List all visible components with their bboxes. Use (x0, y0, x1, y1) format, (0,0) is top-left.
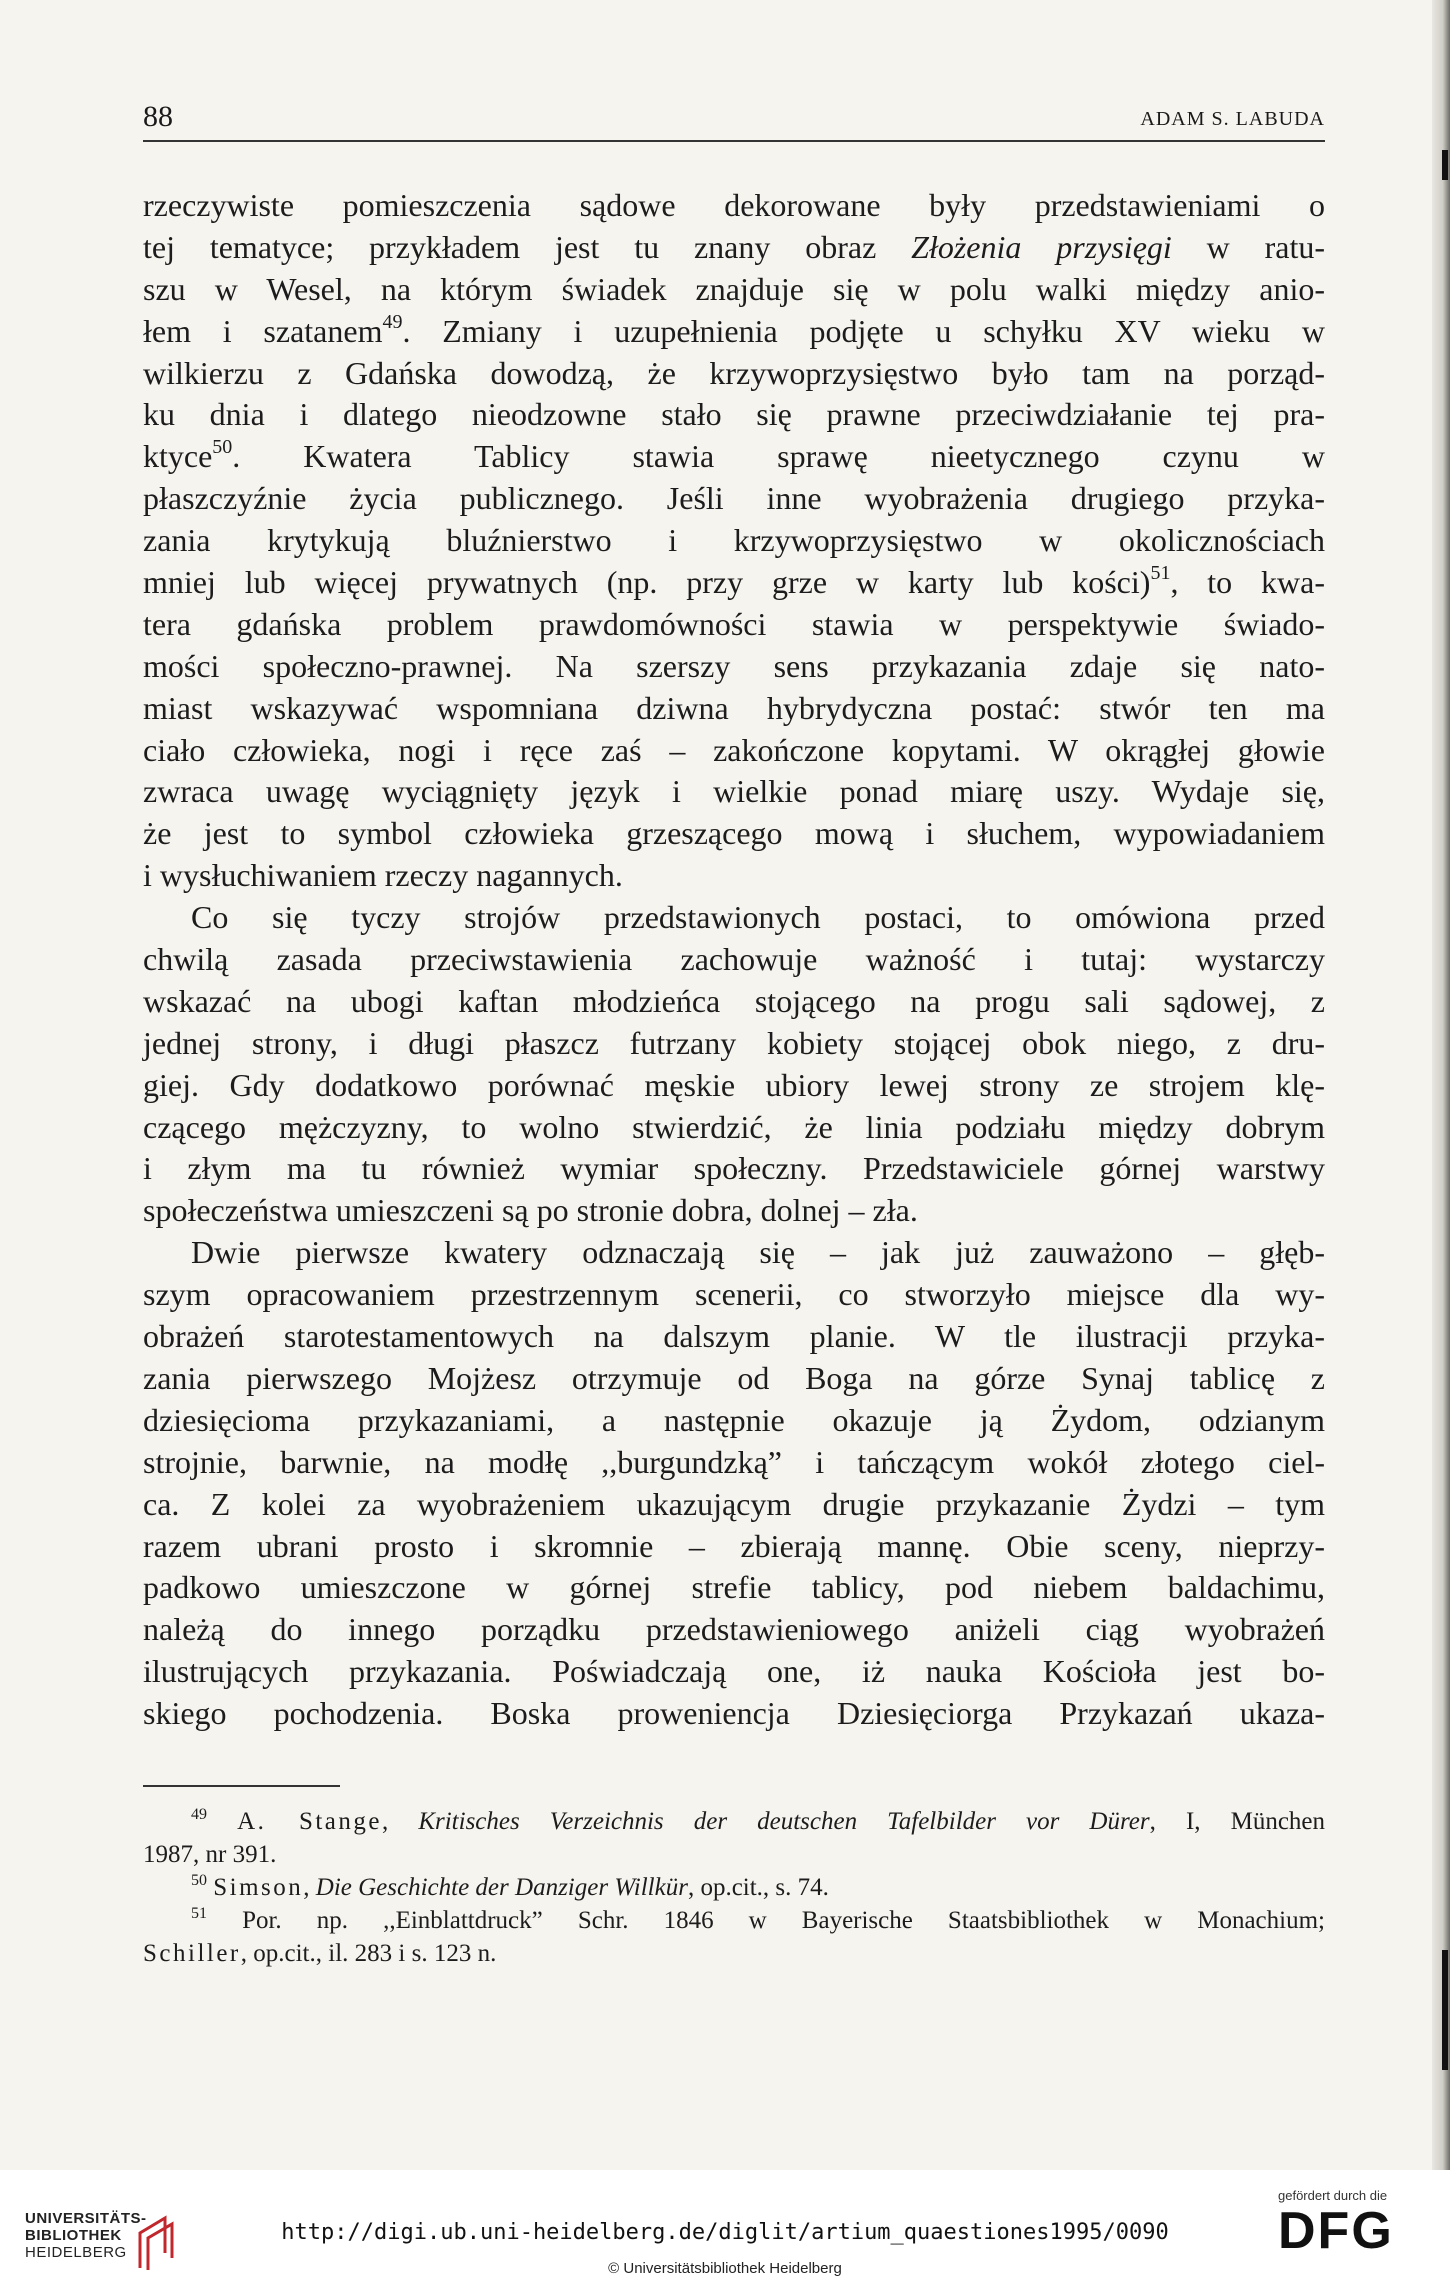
text-line: zwraca uwagę wyciągnięty język i wielkie ponad miarę uszy. Wydaje się, (143, 773, 1325, 810)
footnote-title: Die Geschichte der Danziger Willkür (315, 1874, 688, 1901)
text-line: rzeczywiste pomieszczenia sądowe dekorowane były przedstawieniami o (143, 187, 1325, 223)
running-head-author: ADAM S. LABUDA (1140, 108, 1325, 130)
footnote-ref: 50 (212, 436, 233, 459)
text-line: tera gdańska problem prawdomówności stawia w perspektywie świado- (143, 605, 1325, 642)
footnotes (143, 1805, 1325, 1970)
text-line: łem i szatanem$^{49}$. Zmiany i uzupełnienia podjęte u schyłku XV wieku w (143, 310, 1326, 349)
text-line: szu w Wesel, na którym świadek znajduje się w polu walki między anio- (143, 270, 1325, 307)
copyright-notice: © Universitätsbibliothek Heidelberg (608, 2260, 842, 2277)
text-line: ilustrujących przykazania. Poświadczają one, iż nauka Kościoła jest bo- (143, 1653, 1325, 1690)
university-library-logo: UNIVERSITÄTS- BIBLIOTHEK HEIDELBERG (25, 2210, 147, 2261)
text-line: Co się tyczy strojów przedstawionych postaci, to omówiona przed (191, 899, 1325, 936)
text-line: strojnie, barwnie, na modłę ,,burgundzką” i tańczącym wokół złotego ciel- (143, 1443, 1325, 1480)
text-line: miast wskazywać wspomniana dziwna hybrydyczna postać: stwór ten ma (143, 689, 1325, 726)
footnote-author: Schiller (143, 1940, 241, 1967)
footnote-51: $^{51}$ Por. np. ,,Einblattdruck” Schr. 1846 w Bayerische Staatsbibliothek w Monachium; Schiller, op.cit., il. 283 i s. 123 n. (143, 1905, 1325, 1967)
text-line: i wysłuchiwaniem rzeczy nagannych. (143, 857, 623, 894)
running-header (143, 100, 1325, 142)
footnote-number: 51 (191, 1905, 207, 1922)
text-line: szym opracowaniem przestrzennym scenerii, co stworzyło miejsce dla wy- (143, 1276, 1325, 1313)
footnote-title: Kritisches Verzeichnis der deutschen Tafelbilder vor Dürer (418, 1808, 1150, 1835)
text-line: zania pierwszego Mojżesz otrzymuje od Boga na górze Synaj tablicę z (143, 1359, 1325, 1396)
text-line: Dwie pierwsze kwatery odznaczają się – jak już zauważono – głęb- (191, 1234, 1325, 1271)
text-line: ciało człowieka, nogi i ręce zaś – zakończone kopytami. W okrągłej głowie (143, 731, 1325, 768)
footnote-number: 49 (191, 1806, 207, 1823)
page-number: 88 (143, 100, 173, 133)
footnote-ref: 51 (1150, 562, 1171, 585)
permalink-url[interactable]: http://digi.ub.uni-heidelberg.de/diglit/artium_quaestiones1995/0090 (281, 2220, 1169, 2245)
text-line: tej tematyce; przykładem jest tu znany obraz Złożenia przysięgi w ratu- (143, 228, 1326, 265)
text-line: wilkierzu z Gdańska dowodzą, że krzywoprzysięstwo było tam na porząd- (143, 354, 1325, 391)
text-line: skiego pochodzenia. Boska proweniencja Dziesięciorga Przykazań ukaza- (143, 1695, 1325, 1732)
digitization-footer (0, 2170, 1450, 2283)
footnote-ref: 49 (382, 310, 403, 333)
edge-mark (1442, 1950, 1448, 2070)
footnote-number: 50 (191, 1872, 207, 1889)
page-edge-shadow (1432, 0, 1450, 2170)
text-line: wskazać na ubogi kaftan młodzieńca stojącego na progu sali sądowej, z (143, 982, 1325, 1019)
dfg-logo: gefördert durch die DFG (1278, 2188, 1394, 2260)
text-line: padkowo umieszczone w górnej strefie tablicy, pod niebem baldachimu, (143, 1569, 1325, 1606)
text-line: że jest to symbol człowieka grzeszącego mową i słuchem, wypowiadaniem (143, 815, 1325, 852)
footnote-49: $^{49}$ A. Stange, Kritisches Verzeichnis der deutschen Tafelbilder vor Dürer, I, München 1987, nr 391. (143, 1806, 1326, 1868)
text-line: chwilą zasada przeciwstawienia zachowuje ważność i tutaj: wystarczy (143, 941, 1325, 978)
body-text (143, 185, 1325, 1735)
text-line: czącego mężczyzny, to wolno stwierdzić, że linia podziału między dobrym (143, 1108, 1325, 1145)
text-line: jednej strony, i długi płaszcz futrzany kobiety stojącej obok niego, z dru- (143, 1024, 1325, 1061)
text-line: mości społeczno-prawnej. Na szerszy sens przykazania zdaje się nato- (143, 647, 1325, 684)
footnote-author: A. Stange (237, 1808, 382, 1835)
footnote-50: $^{50}$ Simson, Die Geschichte der Danziger Willkür, op.cit., s. 74. (191, 1872, 829, 1901)
text-line: obrażeń starotestamentowych na dalszym planie. W tle ilustracji przyka- (143, 1318, 1325, 1355)
text-line: zania krytykują bluźnierstwo i krzywoprzysięstwo w okolicznościach (143, 522, 1325, 559)
text-line: dziesięcioma przykazaniami, a następnie okazuje ją Żydom, odzianym (143, 1401, 1325, 1438)
edge-mark (1442, 150, 1448, 180)
text-line: razem ubrani prosto i skromnie – zbierają mannę. Obie sceny, nieprzy- (143, 1527, 1325, 1564)
text-line: płaszczyźnie życia publicznego. Jeśli inne wyobrażenia drugiego przyka- (143, 480, 1325, 517)
text-line: mniej lub więcej prywatnych (np. przy grze w karty lub kości)$^{51}$, to kwa- (143, 562, 1326, 601)
italic-title: Złożenia przysięgi (911, 228, 1172, 265)
text-line: i złym ma tu również wymiar społeczny. Przedstawiciele górnej warstwy (143, 1150, 1325, 1187)
footnote-separator (143, 1785, 340, 1787)
text-line: giej. Gdy dodatkowo porównać męskie ubiory lewej strony ze strojem klę- (143, 1066, 1325, 1103)
text-line: należą do innego porządku przedstawieniowego aniżeli ciąg wyobrażeń (143, 1611, 1325, 1648)
text-line: ktyce$^{50}$. Kwatera Tablicy stawia sprawę nieetycznego czynu w (143, 436, 1325, 475)
text-line: społeczeństwa umieszczeni są po stronie dobra, dolnej – zła. (143, 1192, 918, 1229)
text-line: ku dnia i dlatego nieodzowne stało się prawne przeciwdziałanie tej pra- (143, 396, 1325, 433)
text-line: ca. Z kolei za wyobrażeniem ukazującym drugie przykazanie Żydzi – tym (143, 1485, 1325, 1522)
footnote-author: Simson (213, 1874, 304, 1901)
